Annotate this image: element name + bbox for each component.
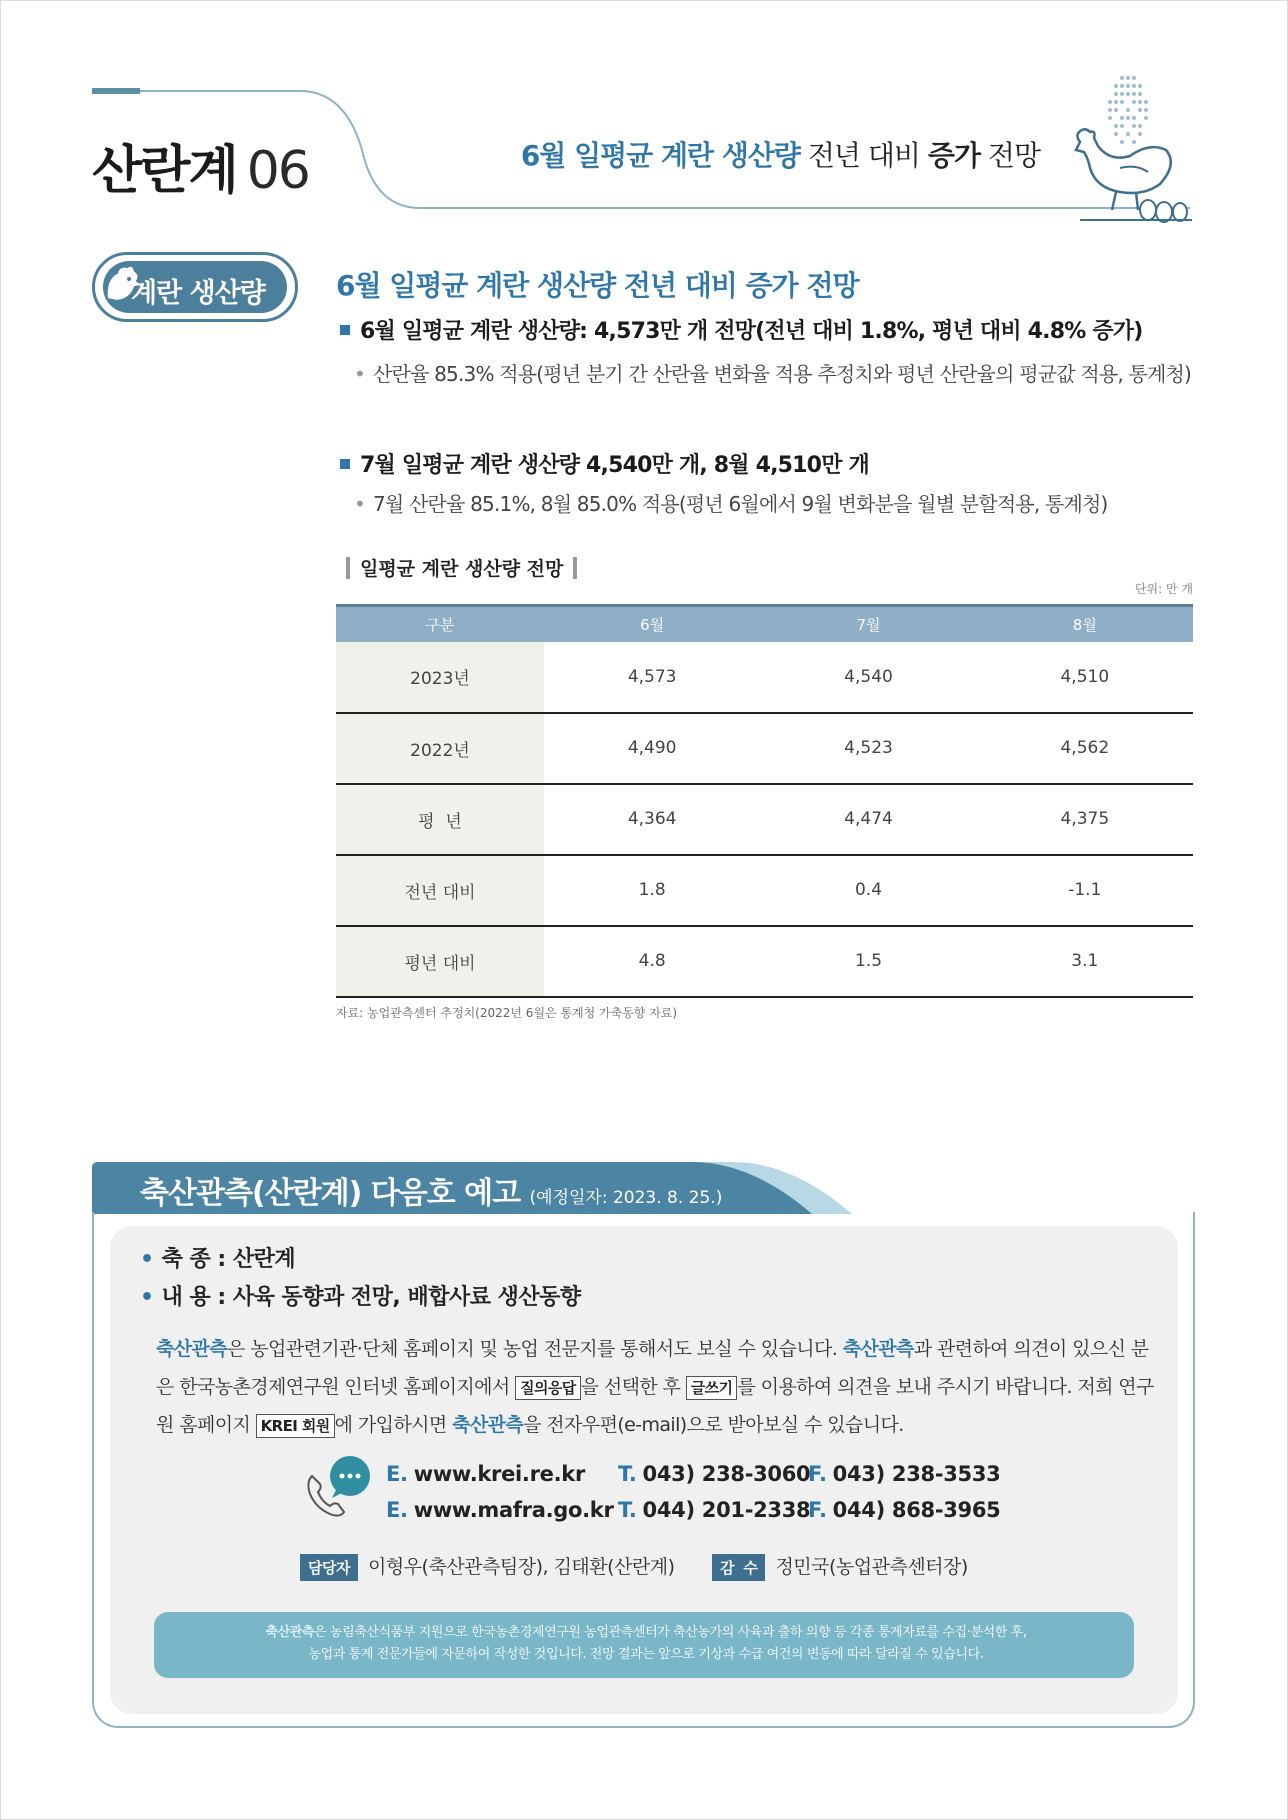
review-line: 감 수 정민국(농업관측센터장)	[712, 1552, 968, 1581]
row-label: 2022년	[336, 713, 544, 784]
table-cell: 4,540	[760, 642, 976, 713]
notice-paragraph: 축산관측은 농업관련기관·단체 홈페이지 및 농업 전문지를 통해서도 보실 수 있습니다. 축산관측과 관련하여 의견이 있으신 분은 한국농촌경제연구원 인터넷 홈페이지에서 질의응답 을 선택한 후 글쓰기 를 이용하여 의견을 보내 주시기 바랍니다. 저희 연구원 홈페이지 KREI 회원 에 가입하시면 축산관측을 전자우편(e-mail)으로 받아보실 수 있습니다.	[156, 1338, 1154, 1436]
krei-member-label: KREI 회원	[256, 1414, 335, 1438]
square-bullet-icon	[340, 459, 350, 469]
badge-label: 계란 생산량	[131, 278, 265, 309]
table-cell: 4,510	[977, 642, 1193, 713]
header-subtitle: 6월 일평균 계란 생산량 전년 대비 증가 전망	[520, 139, 1040, 172]
contact-tel-1: T. 043) 238-3060	[618, 1462, 811, 1486]
table-unit: 단위: 만 개	[1134, 582, 1193, 596]
staff-line: 담당자 이형우(축산관측팀장), 김태환(산란계)	[300, 1552, 675, 1581]
contact-email-2[interactable]: E. www.mafra.go.kr	[386, 1498, 614, 1522]
row-label: 2023년	[336, 642, 544, 713]
bullet-july-aug: 7월 일평균 계란 생산량 4,540만 개, 8월 4,510만 개	[340, 448, 869, 479]
table-cell: -1.1	[977, 855, 1193, 926]
page-title: 산란계 06	[92, 141, 309, 201]
table-row	[336, 855, 1193, 926]
table-row	[336, 642, 1193, 713]
section-title: 6월 일평균 계란 생산량 전년 대비 증가 전망	[336, 269, 859, 302]
table-header: 6월	[544, 606, 760, 642]
contact-fax-1: F. 043) 238-3533	[808, 1462, 1001, 1486]
contact-tel-2: T. 044) 201-2338	[618, 1498, 811, 1522]
bullet-june: 6월 일평균 계란 생산량: 4,573만 개 전망(전년 대비 1.8%, 평년 대비 4.8% 증가)	[340, 314, 1143, 345]
staff-tag: 담당자	[300, 1554, 358, 1581]
section-badge	[92, 252, 298, 322]
table-row	[336, 784, 1193, 855]
table-cell: 4,573	[544, 642, 760, 713]
square-bullet-icon	[340, 325, 350, 335]
notice-title: 축산관측(산란계) 다음호 예고 (예정일자: 2023. 8. 25.)	[140, 1176, 723, 1211]
table-header: 7월	[760, 606, 976, 642]
review-tag: 감 수	[712, 1554, 765, 1581]
phone-chat-icon	[302, 1454, 372, 1520]
write-menu-label: 글쓰기	[686, 1376, 738, 1400]
table-cell: 3.1	[977, 926, 1193, 997]
table-cell: 1.5	[760, 926, 976, 997]
hen-illustration-icon	[1060, 72, 1200, 232]
table-caption: 일평균 계란 생산량 전망	[336, 554, 587, 581]
sub-note-july-aug: • 7월 산란율 85.1%, 8월 85.0% 적용(평년 6월에서 9월 변화분을 월별 분할적용, 통계청)	[354, 492, 1108, 516]
row-label: 전년 대비	[336, 855, 544, 926]
row-label: 평 년	[336, 784, 544, 855]
table-row	[336, 713, 1193, 784]
table-cell: 4,562	[977, 713, 1193, 784]
table-header: 8월	[977, 606, 1193, 642]
table-source: 자료: 농업관측센터 추정치(2022년 6월은 통계청 가축동향 자료)	[336, 1006, 678, 1020]
table-cell: 4,375	[977, 784, 1193, 855]
disclaimer-text: 축산관측은 농림축산식품부 지원으로 한국농촌경제연구원 농업관측센터가 축산농가의 사육과 출하 의향 등 각종 통계자료를 수집·분석한 후, 농업과 통계 전문가들에 자문하여 작성한 것입니다. 전망 결과는 앞으로 기상과 수급 여건의 변동에 따라 달라질 수 있습니다.	[265, 1625, 1027, 1662]
table-header: 구분	[336, 606, 544, 642]
row-label: 평년 대비	[336, 926, 544, 997]
qna-menu-label: 질의응답	[515, 1376, 581, 1400]
table-row	[336, 926, 1193, 997]
contact-fax-2: F. 044) 868-3965	[808, 1498, 1001, 1522]
table-cell: 4,490	[544, 713, 760, 784]
table-cell: 4,523	[760, 713, 976, 784]
production-table	[336, 604, 1193, 998]
table-cell: 1.8	[544, 855, 760, 926]
table-cell: 4.8	[544, 926, 760, 997]
table-cell: 4,474	[760, 784, 976, 855]
table-cell: 0.4	[760, 855, 976, 926]
notice-content: • 내 용 : 사육 동향과 전망, 배합사료 생산동향	[140, 1285, 581, 1310]
table-cell: 4,364	[544, 784, 760, 855]
notice-species: • 축 종 : 산란계	[140, 1247, 296, 1272]
contact-email-1[interactable]: E. www.krei.re.kr	[386, 1462, 586, 1486]
sub-note-june: • 산란율 85.3% 적용(평년 분기 간 산란율 변화율 적용 추정치와 평년 산란율의 평균값 적용, 통계청)	[354, 362, 1192, 386]
